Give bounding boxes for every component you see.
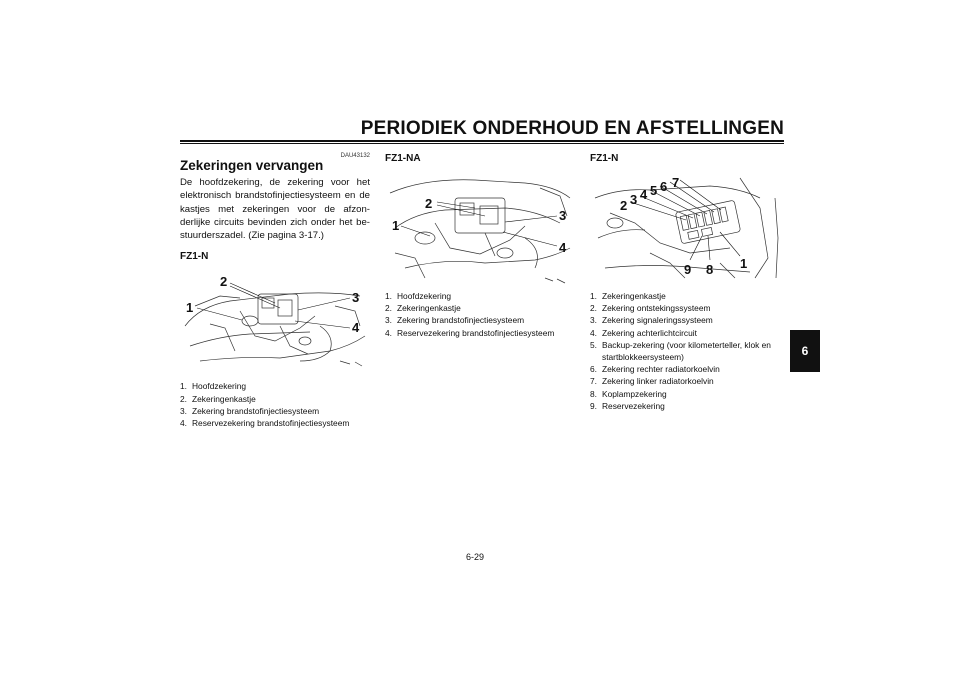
- legend-item: 2. Zekeringenkastje: [385, 303, 461, 314]
- section-code: DAU43132: [340, 153, 370, 159]
- header-rule-thin: [180, 143, 784, 144]
- figure-3-callout-9: 9: [684, 262, 692, 277]
- legend-item: 4. Zekering achterlichtcircuit: [590, 327, 697, 338]
- figure-3-legend: [590, 290, 785, 412]
- figure-1-callout-1: 1: [186, 300, 194, 316]
- legend-item: 4. Reservezekering brandstofinjectiesysteem: [180, 418, 350, 429]
- page-header-title: PERIODIEK ONDERHOUD EN AFSTELLINGEN: [360, 118, 784, 139]
- legend-item: 3. Zekering signaleringssysteem: [590, 315, 713, 326]
- figure-1-callout-4: 4: [352, 320, 360, 336]
- legend-item: 6. Zekering rechter radiatorkoelvin: [590, 364, 720, 375]
- figure-2-illustration: [385, 168, 575, 286]
- figure-3-model: FZ1-N: [590, 153, 619, 164]
- figure-1-callout-3: 3: [352, 290, 360, 306]
- column-2: [385, 150, 575, 339]
- figure-3-illustration: [590, 168, 785, 286]
- figure-2-callout-4: 4: [559, 240, 567, 255]
- legend-item: 9. Reservezekering: [590, 400, 665, 411]
- column-1: [180, 150, 370, 429]
- figure-1-legend: [180, 380, 370, 429]
- figure-2-callout-2: 2: [425, 196, 433, 211]
- figure-1-illustration: [180, 266, 370, 376]
- figure-3-callout-3: 3: [630, 192, 638, 207]
- figure-3-callout-6: 6: [660, 179, 668, 194]
- page-number: 6-29: [466, 552, 485, 562]
- section-title: Zekeringen vervangen: [180, 158, 324, 173]
- legend-item: 7. Zekering linker radiatorkoelvin: [590, 376, 714, 387]
- figure-1-callout-2: 2: [220, 274, 228, 290]
- legend-item: 1. Hoofdzekering: [180, 381, 247, 392]
- legend-item: 3. Zekering brandstofinjectiesysteem: [385, 315, 525, 326]
- figure-3-callout-1: 1: [740, 256, 748, 271]
- section-body: De hoofdzekering, de zekering voor het elektronisch brandstofinjectiesysteem en de kastjes met zekeringen voor de afzon-derlijke circuits bevinden zich onder het be-stuurderszadel. (Zie pagina 3-17.): [180, 177, 370, 242]
- legend-item: 2. Zekering ontstekingssysteem: [590, 303, 711, 314]
- legend-item: 1. Hoofdzekering: [385, 291, 452, 301]
- legend-item: 8. Koplampzekering: [590, 388, 667, 399]
- figure-2-legend: [385, 290, 575, 339]
- legend-item: 3. Zekering brandstofinjectiesysteem: [180, 405, 320, 416]
- figure-1-model: FZ1-N: [180, 251, 209, 263]
- figure-2-model: FZ1-NA: [385, 153, 421, 164]
- figure-3-callout-2: 2: [620, 198, 628, 213]
- figure-2-callout-3: 3: [559, 208, 567, 223]
- column-3: [590, 150, 785, 412]
- header-rule: [180, 140, 784, 142]
- figure-3-callout-7: 7: [672, 175, 680, 190]
- figure-2-callout-1: 1: [392, 218, 400, 233]
- figure-3-callout-5: 5: [650, 183, 658, 198]
- chapter-tab[interactable]: 6: [790, 330, 820, 372]
- figure-3-callout-4: 4: [640, 187, 648, 202]
- legend-item: 1. Zekeringenkastje: [590, 291, 666, 301]
- legend-item: 5. Backup-zekering (voor kilometerteller, klok en startblokkeersysteem): [590, 339, 771, 363]
- legend-item: 4. Reservezekering brandstofinjectiesysteem: [385, 327, 555, 338]
- figure-3-callout-8: 8: [706, 262, 714, 277]
- legend-item: 2. Zekeringenkastje: [180, 393, 256, 404]
